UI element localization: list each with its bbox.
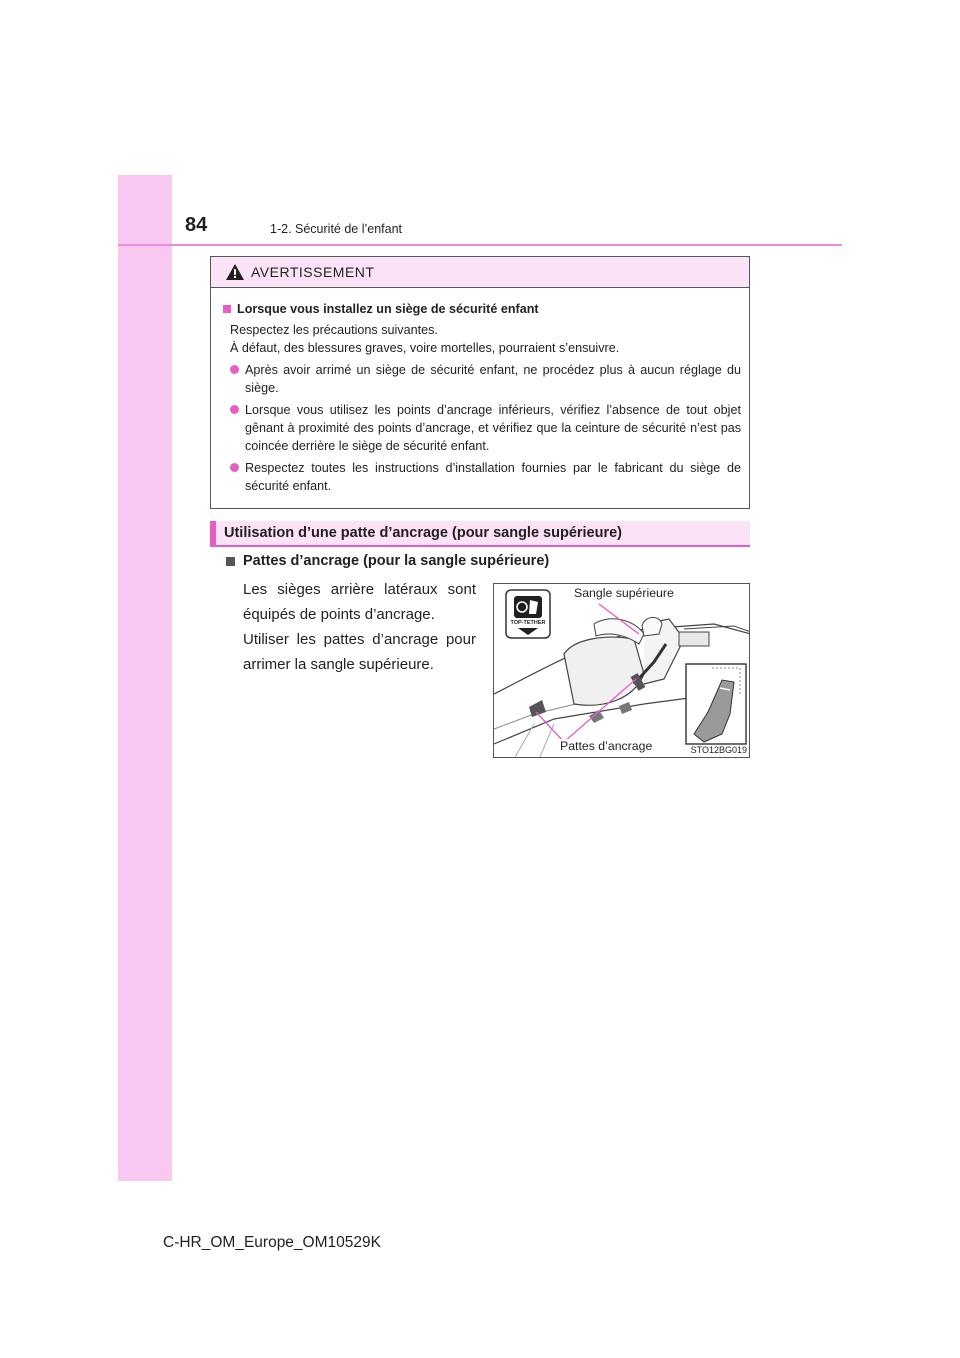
section-title: Utilisation d’une patte d’ancrage (pour sangle supérieure) xyxy=(224,525,623,541)
section-header: 1-2. Sécurité de l’enfant xyxy=(270,222,403,236)
body-paragraph: Utiliser les pattes d’ancrage pour arrimer la sangle supérieure. xyxy=(243,631,476,673)
body-paragraph: Les sièges arrière latéraux sont équipés de points d’ancrage. xyxy=(243,581,476,623)
warning-bullet xyxy=(223,459,741,495)
warning-title: AVERTISSEMENT xyxy=(251,264,375,280)
warning-header xyxy=(211,257,749,288)
warning-bullet xyxy=(223,401,741,455)
warning-subhead-text: Lorsque vous installez un siège de sécurité enfant xyxy=(237,302,539,316)
warning-intro-line: À défaut, des blessures graves, voire mortelles, pourraient s’ensuivre. xyxy=(230,341,620,355)
footer-doc-id: C-HR_OM_Europe_OM10529K xyxy=(163,1234,381,1251)
warning-bullet-text: Lorsque vous utilisez les points d’ancrage inférieurs, vérifiez l’absence de tout objet gênant à proximité des points d’ancrage, et vérifiez que la ceinture de sécurité n’est pas coincée derrière le siège de sécurité enfant. xyxy=(245,403,741,453)
section-title-band xyxy=(210,521,750,547)
warning-bullet xyxy=(223,361,741,397)
page-number: 84 xyxy=(185,214,208,236)
top-tether-icon-text: TOP-TETHER xyxy=(510,620,546,626)
section-subhead-text: Pattes d’ancrage (pour la sangle supérieure) xyxy=(243,553,550,569)
square-bullet-icon xyxy=(223,305,231,313)
anchor-illustration xyxy=(493,583,750,758)
round-bullet-icon xyxy=(230,463,239,472)
section-subhead xyxy=(226,553,549,569)
side-tab xyxy=(118,175,172,1181)
warning-subhead xyxy=(223,300,741,318)
warning-body xyxy=(211,288,749,495)
round-bullet-icon xyxy=(230,405,239,414)
warning-bullet-text: Après avoir arrimé un siège de sécurité enfant, ne procédez plus à aucun réglage du siège. xyxy=(245,363,741,395)
warning-box xyxy=(210,256,750,509)
warning-triangle-icon xyxy=(225,263,245,281)
car-seat-illustration xyxy=(494,584,750,758)
square-bullet-icon xyxy=(226,557,235,566)
round-bullet-icon xyxy=(230,365,239,374)
warning-intro-line: Respectez les précautions suivantes. xyxy=(230,323,438,337)
label-top-strap: Sangle supérieure xyxy=(574,586,674,600)
label-anchor-brackets: Pattes d’ancrage xyxy=(560,739,653,753)
figure-code: STO12BG019 xyxy=(690,745,747,755)
header-rule xyxy=(118,244,842,246)
title-accent-bar xyxy=(210,521,216,545)
warning-bullet-text: Respectez toutes les instructions d’installation fournies par le fabricant du siège de sécurité enfant. xyxy=(245,461,741,493)
